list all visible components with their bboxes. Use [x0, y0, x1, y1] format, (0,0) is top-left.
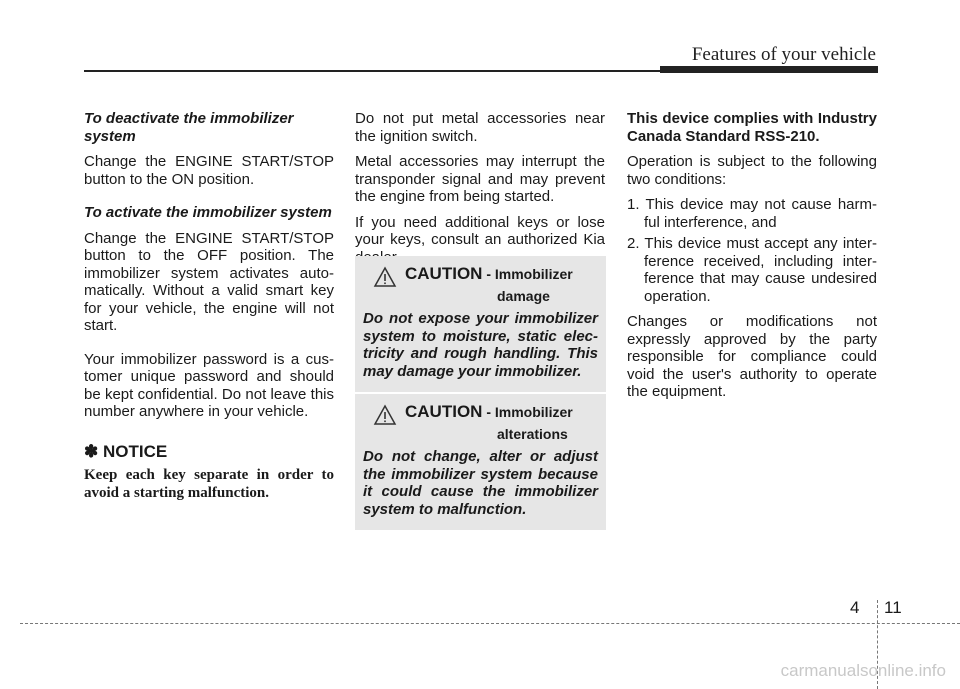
metal-text: Do not put metal accessories near the ignition switch. — [355, 110, 605, 145]
column-right — [627, 110, 877, 409]
list-item: 1. This device may not cause harm- ful interference, and — [627, 196, 877, 231]
caution-box-alterations — [355, 394, 606, 530]
interrupt-text: Metal accessories may interrupt the transponder signal and may prevent the engine from being started. — [355, 153, 605, 205]
header-rule-accent — [660, 66, 878, 73]
changes-text: Changes or modifications not expressly approved by the party responsible for compliance could void the user's authority to operate the equipment. — [627, 313, 877, 400]
caution-body: Do not change, alter or adjust the immobilizer system because it could cause the immobilizer system to malfunction. — [363, 448, 598, 518]
header-rule — [84, 70, 664, 72]
caution-body: Do not expose your immobilizer system to moisture, static elec- tricity and rough handling. This may damage your immobilizer. — [363, 310, 598, 380]
warning-icon — [373, 266, 397, 288]
watermark: carmanualsonline.info — [780, 661, 946, 680]
warning-icon — [373, 404, 397, 426]
caution-title: CAUTION — [405, 264, 483, 283]
compliance-text: This device complies with Industry Canada Standard RSS-210. — [627, 110, 877, 145]
notice-title: ✽ NOTICE — [84, 441, 168, 461]
activate-heading: To activate the immobilizer system — [84, 204, 332, 221]
column-left — [84, 110, 334, 510]
caution-subtitle-line2: alterations — [497, 426, 568, 442]
footer-rule — [20, 623, 960, 624]
caution-subtitle: - Immobilizer — [486, 266, 573, 282]
page-header-title: Features of your vehicle — [691, 44, 876, 65]
deactivate-text: Change the ENGINE START/STOP button to the ON position. — [84, 153, 334, 188]
caution-subtitle-line2: damage — [497, 288, 550, 304]
caution-box-damage — [355, 256, 606, 392]
keys-text: If you need additional keys or lose your keys, consult an authorized Kia — [355, 213, 605, 248]
deactivate-heading: To deactivate the immobilizer system — [84, 110, 294, 145]
chapter-number: 4 — [850, 598, 860, 617]
conditions-list — [627, 196, 877, 305]
page-number: 11 — [884, 598, 902, 617]
password-text: Your immobilizer password is a cus- tomer unique password and should be kept confidential. Do not leave this number anywhere in your vehicle. — [84, 350, 334, 420]
notice-text: Keep each key separate in order to avoid a starting malfunction. — [84, 467, 334, 501]
list-item: 2. This device must accept any inter- ference received, including inter- ference that may cause undesired operation. — [627, 235, 877, 305]
caution-heading — [405, 404, 573, 420]
caution-heading — [405, 266, 573, 282]
operation-text: Operation is subject to the following two conditions: — [627, 153, 877, 188]
activate-text: Change the ENGINE START/STOP button to the OFF position. The immobilizer system activates auto- matically. Without a valid smart key for your vehicle, the engine will not start. — [84, 229, 334, 334]
column-middle — [355, 110, 605, 274]
caution-subtitle: - Immobilizer — [486, 404, 573, 420]
caution-title: CAUTION — [405, 402, 483, 421]
